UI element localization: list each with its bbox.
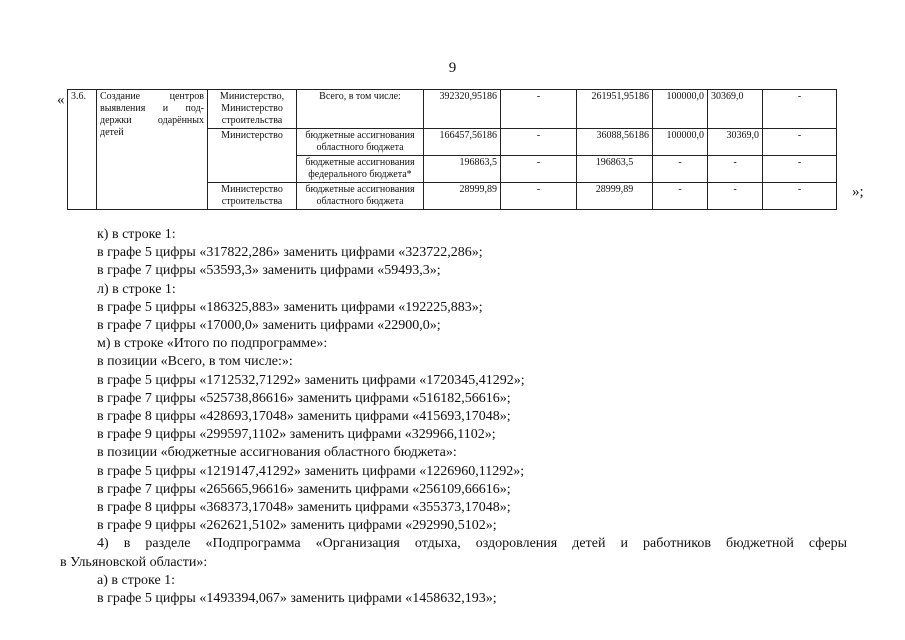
paragraph-4-line: 4) в разделе «Подпрограмма «Организация отдыха, оздоровления детей и работников бюджетной сферы xyxy=(97,536,847,552)
year-cell: 100000,0 xyxy=(653,129,708,156)
year-cell: - xyxy=(763,129,837,156)
year-cell: - xyxy=(501,90,577,129)
text-line: а) в строке 1: xyxy=(97,572,176,588)
text-line: в графе 7 цифры «53593,3» заменить цифрами «59493,3»; xyxy=(97,263,441,279)
total-cell: 28999,89 xyxy=(424,183,501,210)
year-cell: - xyxy=(763,156,837,183)
text-line: м) в строке «Итого по подпрограмме»: xyxy=(97,336,328,352)
text-line: в графе 8 цифры «368373,17048» заменить цифрами «355373,17048»; xyxy=(97,500,511,516)
text-line: в графе 5 цифры «317822,286» заменить цифрами «323722,286»; xyxy=(97,245,483,261)
budget-table xyxy=(67,89,837,210)
text-line: в графе 5 цифры «1493394,067» заменить цифрами «1458632,193»; xyxy=(97,591,497,607)
paragraph-4-continuation: в Ульяновской области»: xyxy=(60,554,208,570)
year-cell: - xyxy=(708,183,763,210)
table-close-quote: »; xyxy=(852,184,864,200)
table-open-quote: « xyxy=(57,92,65,108)
text-line: в позиции «Всего, в том числе:»: xyxy=(97,354,293,370)
amendment-text xyxy=(0,226,905,608)
year-cell: 30369,0 xyxy=(708,90,763,129)
text-line: в графе 8 цифры «428693,17048» заменить цифрами «415693,17048»; xyxy=(97,409,511,425)
year-cell: 196863,5 xyxy=(577,156,653,183)
year-cell: - xyxy=(708,156,763,183)
year-cell: 100000,0 xyxy=(653,90,708,129)
year-cell: - xyxy=(653,183,708,210)
text-line: к) в строке 1: xyxy=(97,227,176,242)
text-line: в позиции «бюджетные ассигнования областного бюджета»: xyxy=(97,445,457,461)
text-line: в графе 9 цифры «299597,1102» заменить цифрами «329966,1102»; xyxy=(97,427,496,443)
total-cell: 392320,95186 xyxy=(424,90,501,129)
source-cell: бюджетные ассигнования областного бюджета xyxy=(297,129,424,156)
executor-cell: Министерство xyxy=(208,129,297,183)
year-cell: - xyxy=(501,156,577,183)
text-line: в графе 5 цифры «186325,883» заменить цифрами «192225,883»; xyxy=(97,299,483,315)
text-line: в графе 7 цифры «265665,96616» заменить цифрами «256109,66616»; xyxy=(97,481,511,497)
year-cell: - xyxy=(763,90,837,129)
total-cell: 196863,5 xyxy=(424,156,501,183)
year-cell: 36088,56186 xyxy=(577,129,653,156)
text-line: в графе 7 цифры «17000,0» заменить цифрами «22900,0»; xyxy=(97,318,441,334)
year-cell: - xyxy=(763,183,837,210)
text-line: в графе 5 цифры «1219147,41292» заменить цифрами «1226960,11292»; xyxy=(97,463,525,479)
source-cell: бюджетные ассигнования областного бюджета xyxy=(297,183,424,210)
row-number: 3.6. xyxy=(68,90,97,210)
page-number: 9 xyxy=(448,60,457,76)
year-cell: - xyxy=(653,156,708,183)
year-cell: 28999,89 xyxy=(577,183,653,210)
executor-cell: Министерство строительства xyxy=(208,183,297,210)
text-line: в графе 7 цифры «525738,86616» заменить цифрами «516182,56616»; xyxy=(97,390,511,406)
year-cell: - xyxy=(501,129,577,156)
text-line: в графе 9 цифры «262621,5102» заменить цифрами «292990,5102»; xyxy=(97,518,497,534)
row-name: Создание центров выявления и под-держки одарённых детей xyxy=(97,90,208,210)
year-cell: 30369,0 xyxy=(708,129,763,156)
executor-cell: Министерство, Министерство строительства xyxy=(208,90,297,129)
table-row xyxy=(68,90,837,129)
source-cell: Всего, в том числе: xyxy=(297,90,424,129)
text-line: в графе 5 цифры «1712532,71292» заменить цифрами «1720345,41292»; xyxy=(97,372,525,388)
source-cell: бюджетные ассигнования федерального бюджета* xyxy=(297,156,424,183)
text-line: л) в строке 1: xyxy=(97,281,176,297)
total-cell: 166457,56186 xyxy=(424,129,501,156)
year-cell: 261951,95186 xyxy=(577,90,653,129)
year-cell: - xyxy=(501,183,577,210)
